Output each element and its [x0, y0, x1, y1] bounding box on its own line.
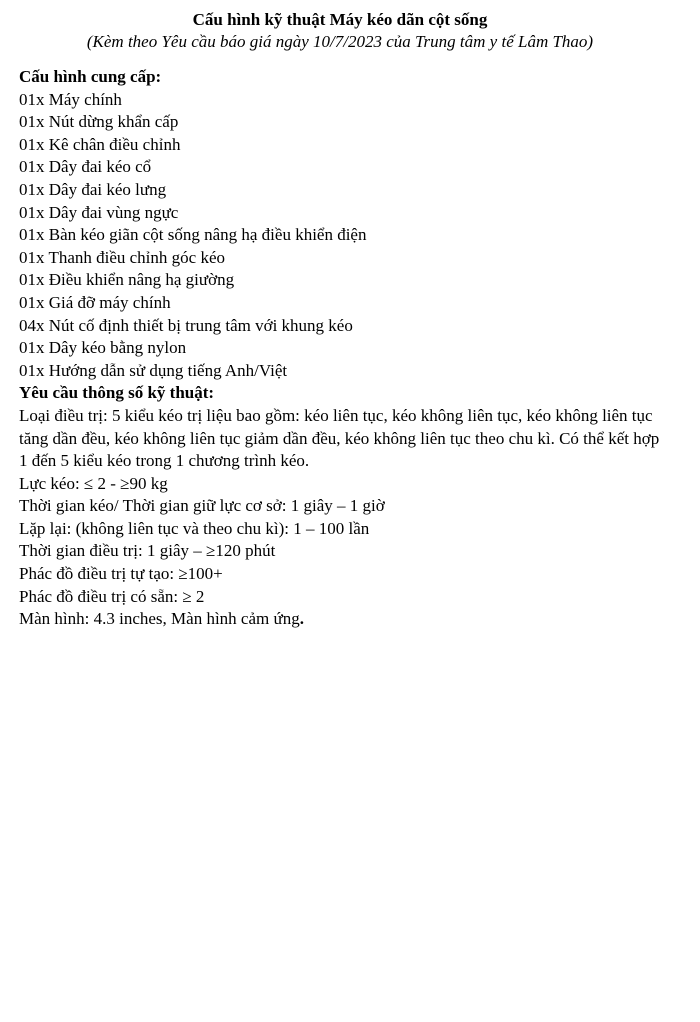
spec-screen-text: Màn hình: 4.3 inches, Màn hình cảm ứng	[19, 609, 300, 629]
list-item: 01x Giá đỡ máy chính	[19, 292, 171, 312]
list-item: 01x Dây đai kéo lưng	[19, 179, 167, 199]
list-item: 04x Nút cố định thiết bị trung tâm với khung kéo	[19, 315, 353, 335]
configuration-list	[19, 89, 669, 383]
list-item: 01x Điều khiển nâng hạ giường	[19, 270, 235, 290]
configuration-heading: Cấu hình cung cấp:	[19, 67, 162, 86]
list-item: 01x Dây đai kéo cổ	[19, 157, 152, 177]
document-subtitle: (Kèm theo Yêu cầu báo giá ngày 10/7/2023 của Trung tâm y tế Lâm Thao)	[86, 32, 594, 51]
list-item: 01x Dây kéo bằng nylon	[19, 338, 187, 358]
document-body	[19, 66, 669, 631]
list-item: 01x Máy chính	[19, 89, 122, 109]
spec-treatment-time: Thời gian điều trị: 1 giây – ≥120 phút	[19, 541, 276, 561]
list-item: 01x Hướng dẫn sử dụng tiếng Anh/Việt	[19, 360, 288, 380]
spec-preset-protocols: Phác đồ điều trị có sẵn: ≥ 2	[19, 586, 205, 606]
list-item: 01x Thanh điều chỉnh góc kéo	[19, 247, 226, 267]
list-item: 01x Nút dừng khẩn cấp	[19, 112, 179, 132]
spec-custom-protocols: Phác đồ điều trị tự tạo: ≥100+	[19, 564, 223, 584]
list-item: 01x Kê chân điều chỉnh	[19, 134, 181, 154]
spec-traction-time: Thời gian kéo/ Thời gian giữ lực cơ sở: 1 giây – 1 giờ	[19, 496, 385, 516]
list-item: 01x Dây đai vùng ngực	[19, 202, 179, 222]
spec-screen	[19, 608, 669, 631]
specs-heading: Yêu cầu thông số kỹ thuật:	[19, 383, 215, 403]
spec-treatment-types: Loại điều trị: 5 kiểu kéo trị liệu bao gồm: kéo liên tục, kéo không liên tục, kéo không liên tục tăng dần đều, kéo không liên tục giảm dần đều, kéo không liên tục theo chu kì. Có thể kết hợp 1 đến 5 kiểu kéo trong 1 chương trình kéo.	[19, 405, 660, 471]
spec-traction-force: Lực kéo: ≤ 2 - ≥90 kg	[19, 473, 168, 493]
document-title: Cấu hình kỹ thuật Máy kéo dãn cột sống	[192, 10, 488, 29]
spec-repeat: Lặp lại: (không liên tục và theo chu kì): 1 – 100 lần	[19, 518, 370, 538]
list-item: 01x Bàn kéo giãn cột sống nâng hạ điều khiển điện	[19, 225, 367, 245]
spec-screen-period: .	[299, 609, 304, 629]
